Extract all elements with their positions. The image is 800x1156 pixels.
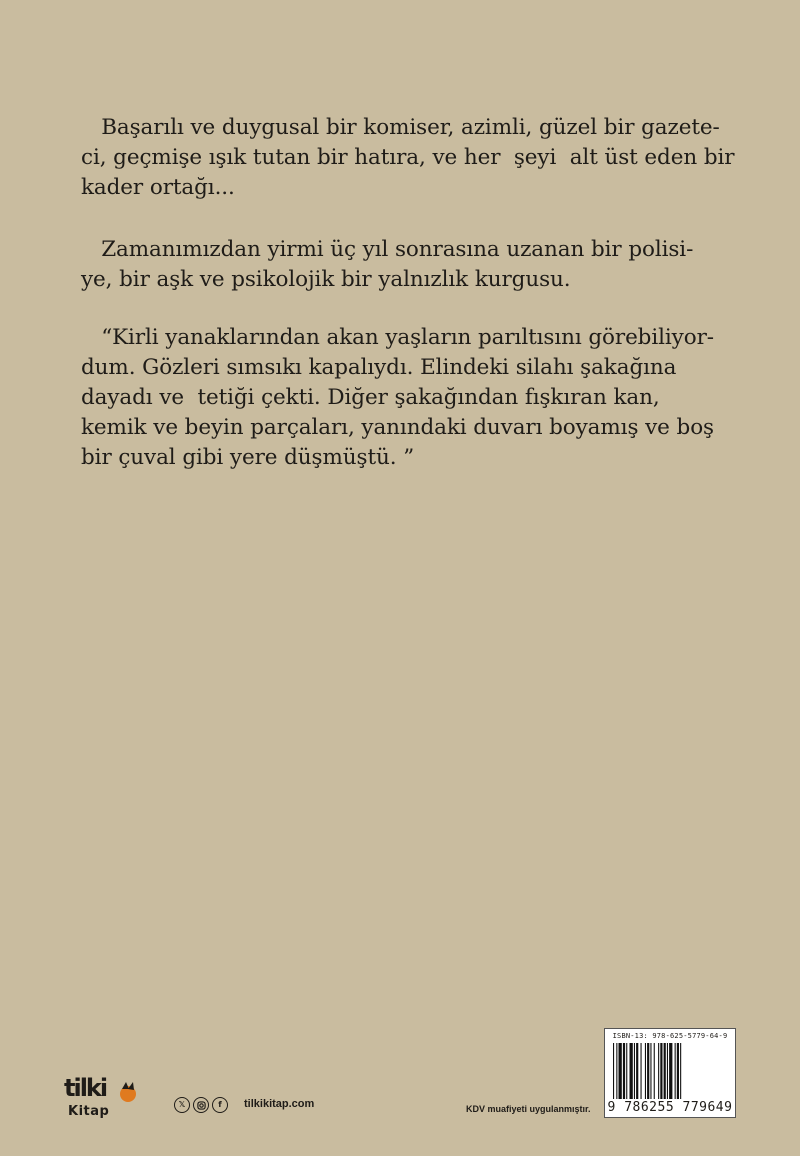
text-line: Başarılı ve duygusal bir komiser, azimli, güzel bir gazete- [81, 115, 720, 140]
barcode-bar [677, 1043, 679, 1099]
text-line: dayadı ve tetiği çekti. Diğer şakağından fışkıran kan, [81, 385, 660, 410]
barcode-bar [675, 1043, 676, 1099]
barcode-bar [647, 1043, 649, 1099]
barcode-bar [623, 1043, 625, 1099]
isbn-digits: 9 786255 779649 [607, 1100, 733, 1115]
instagram-icon[interactable] [193, 1097, 209, 1113]
text-line: “Kirli yanaklarından akan yaşların parıltısını görebiliyor- [81, 325, 714, 350]
text-line: kemik ve beyin parçaları, yanındaki duvarı boyamış ve boş [81, 415, 714, 440]
text-line: ye, bir aşk ve psikolojik bir yalnızlık kurgusu. [81, 267, 571, 292]
barcode-bar [660, 1043, 662, 1099]
barcode-bar [680, 1043, 681, 1099]
tax-exemption-note: KDV muafiyeti uygulanmıştır. [466, 1104, 591, 1114]
text-line: dum. Gözleri sımsıkı kapalıydı. Elindeki silahı şakağına [81, 355, 677, 380]
paragraph-quote [81, 323, 721, 473]
barcode-bar [630, 1043, 633, 1099]
barcode-bar [669, 1043, 672, 1099]
barcode-bar [619, 1043, 622, 1099]
isbn-label: ISBN-13: 978-625-5779-64-9 [612, 1032, 728, 1040]
paragraph-genre [81, 235, 721, 295]
text-line: bir çuval gibi yere düşmüştü. ” [81, 445, 415, 470]
barcode-bar [636, 1043, 638, 1099]
barcode-bar [667, 1043, 668, 1099]
logo-word-kitap: Kitap [68, 1104, 110, 1119]
website-link[interactable]: tilkikitap.com [244, 1098, 315, 1110]
barcode-bar [626, 1043, 627, 1099]
barcode-bar [641, 1043, 642, 1099]
facebook-icon[interactable]: f [212, 1097, 228, 1113]
barcode-bar [664, 1043, 666, 1099]
tilki-kitap-logo [62, 1070, 140, 1120]
social-links [174, 1097, 228, 1113]
logo-word-tilki: tilki [64, 1074, 107, 1102]
isbn-barcode [604, 1028, 736, 1118]
barcode-bar [616, 1043, 617, 1099]
barcode-bar [645, 1043, 646, 1099]
barcode-bar [613, 1043, 614, 1099]
barcode-bar [654, 1043, 655, 1099]
barcode-bar [634, 1043, 635, 1099]
text-line: Zamanımızdan yirmi üç yıl sonrasına uzanan bir polisi- [81, 237, 694, 262]
barcode-bar [650, 1043, 651, 1099]
paragraph-intro [81, 113, 735, 203]
text-line: kader ortağı... [81, 175, 235, 200]
text-line: ci, geçmişe ışık tutan bir hatıra, ve her şeyi alt üst eden bir [81, 145, 735, 170]
x-icon[interactable]: 𝕏 [174, 1097, 190, 1113]
barcode-bar [658, 1043, 659, 1099]
barcode-bars [613, 1043, 729, 1103]
